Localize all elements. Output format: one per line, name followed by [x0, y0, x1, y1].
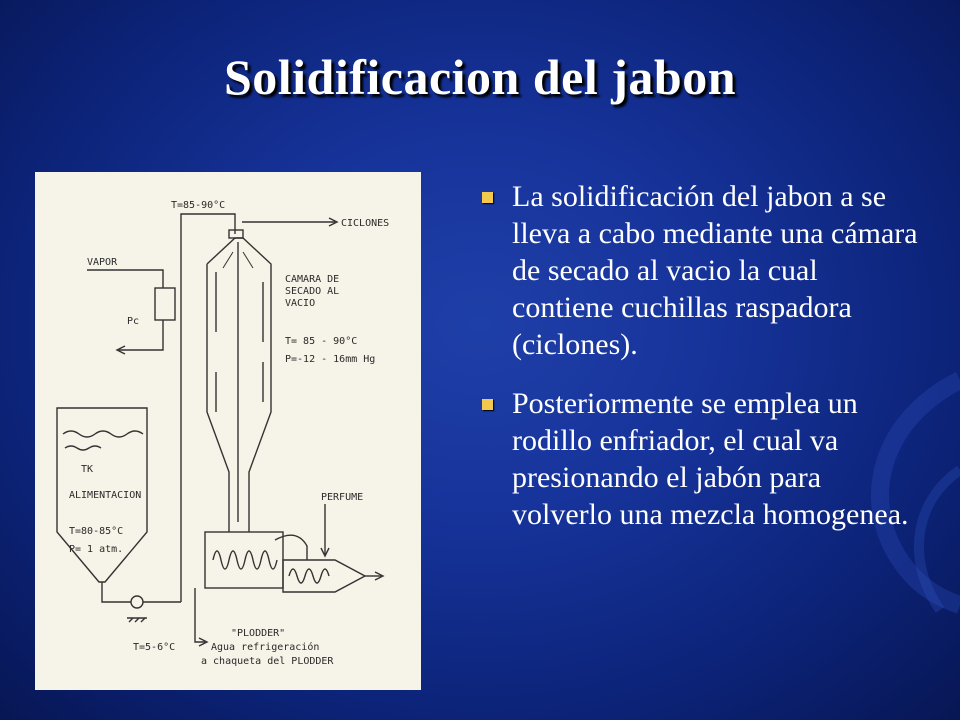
bullet-text: La solidificación del jabon a se lleva a cabo mediante una cámara de secado al vacio la cual contiene cuchillas raspadora (ciclones). — [512, 180, 918, 361]
label-p-tank: P= 1 atm. — [69, 544, 124, 555]
label-camara-1: CAMARA DE — [285, 274, 340, 285]
process-diagram-drawing — [35, 172, 421, 690]
label-pc: Pc — [127, 316, 140, 327]
label-agua-1: Agua refrigeración — [211, 642, 320, 653]
slide-title: Solidificacion del jabon — [223, 49, 737, 105]
bullet-square-icon — [482, 192, 493, 203]
label-t-top: T=85-90°C — [171, 200, 226, 211]
bullet-square-icon — [482, 399, 493, 410]
bullet-list — [478, 178, 918, 555]
process-diagram — [35, 172, 421, 690]
label-ciclones: CICLONES — [341, 218, 390, 229]
bullet-item — [478, 178, 918, 363]
bullet-text: Posteriormente se emplea un rodillo enfriador, el cual va presionando el jabón para volverlo una mezcla homogenea. — [512, 387, 909, 531]
label-vapor: VAPOR — [87, 257, 118, 268]
label-t-bottom: T=5-6°C — [133, 642, 176, 653]
label-camara-2: SECADO AL — [285, 286, 340, 297]
label-p-camara: P=-12 - 16mm Hg — [285, 354, 376, 365]
label-t-tank: T=80-85°C — [69, 526, 124, 537]
label-perfume: PERFUME — [321, 492, 364, 503]
label-agua-2: a chaqueta del PLODDER — [201, 656, 334, 667]
bullet-item — [478, 385, 918, 533]
label-t-camara: T= 85 - 90°C — [285, 336, 358, 347]
label-plodder: "PLODDER" — [231, 628, 286, 639]
label-camara-3: VACIO — [285, 298, 316, 309]
label-alimentacion: ALIMENTACION — [69, 490, 142, 501]
label-tk: TK — [81, 464, 94, 475]
